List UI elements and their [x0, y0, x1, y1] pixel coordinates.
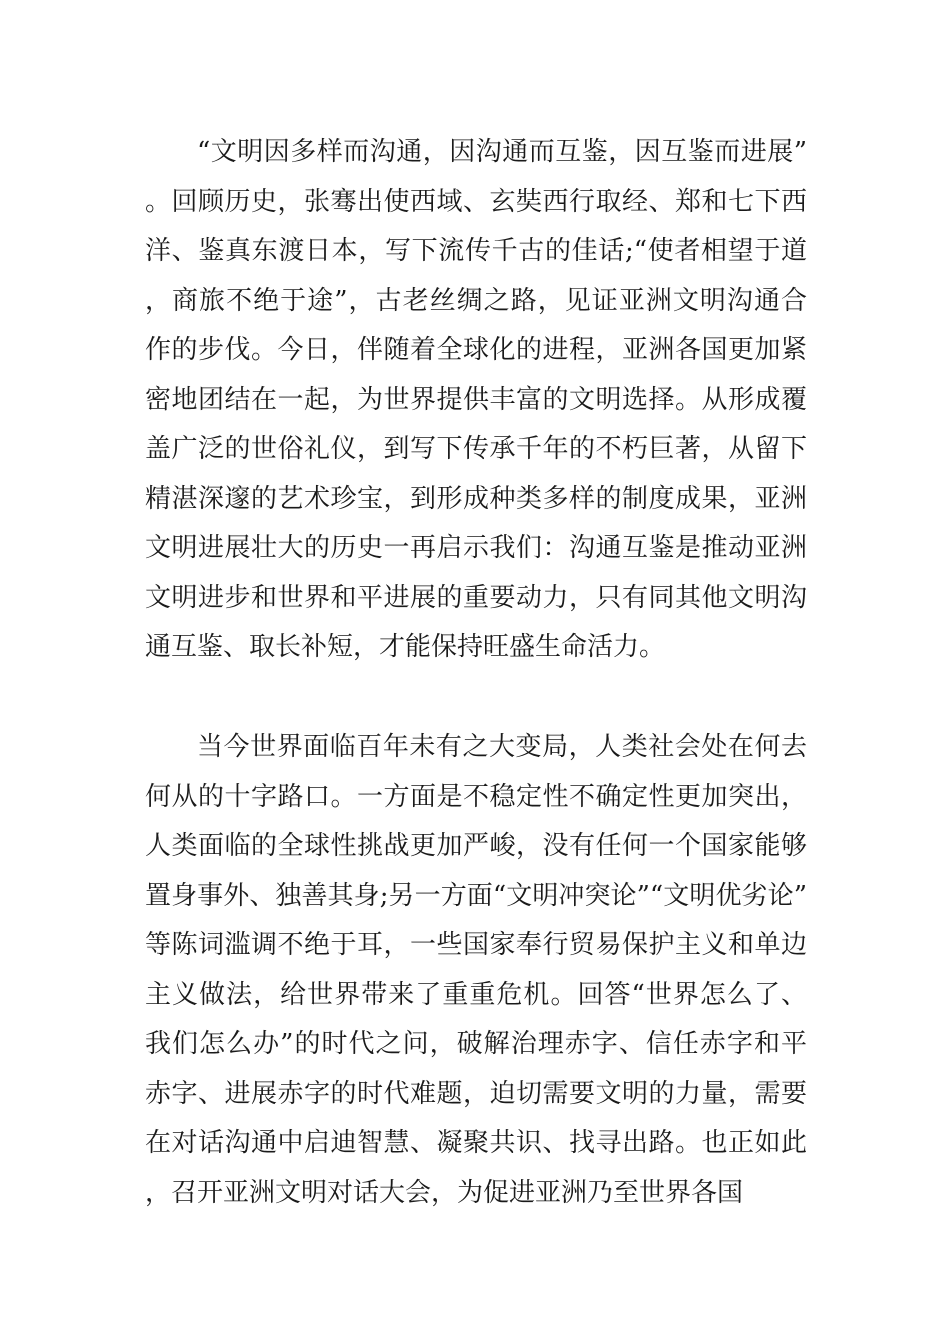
body-paragraph-1: “文明因多样而沟通，因沟通而互鉴，因互鉴而进展”。回顾历史，张骞出使西域、玄奘西行取经、郑和七下西洋、鉴真东渡日本，写下流传千古的佳话;“使者相望于道，商旅不绝于途”，古老丝绸之路，见证亚洲文明沟通合作的步伐。今日，伴随着全球化的进程，亚洲各国更加紧密地团结在一起，为世界提供丰富的文明选择。从形成覆盖广泛的世俗礼仪，到写下传承千年的不朽巨著，从留下精湛深邃的艺术珍宝，到形成种类多样的制度成果，亚洲文明进展壮大的历史一再启示我们：沟通互鉴是推动亚洲文明进步和世界和平进展的重要动力，只有同其他文明沟通互鉴、取长补短，才能保持旺盛生命活力。: [145, 137, 807, 662]
body-paragraph-2: 当今世界面临百年未有之大变局，人类社会处在何去何从的十字路口。一方面是不稳定性不确定性更加突出，人类面临的全球性挑战更加严峻，没有任何一个国家能够置身事外、独善其身;另一方面“文明冲突论”“文明优劣论”等陈词滥调不绝于耳，一些国家奉行贸易保护主义和单边主义做法，给世界带来了重重危机。回答“世界怎么了、我们怎么办”的时代之问，破解治理赤字、信任赤字和平赤字、进展赤字的时代难题，迫切需要文明的力量，需要在对话沟通中启迪智慧、凝聚共识、找寻出路。也正如此，召开亚洲文明对话大会，为促进亚洲乃至世界各国: [145, 732, 807, 1208]
